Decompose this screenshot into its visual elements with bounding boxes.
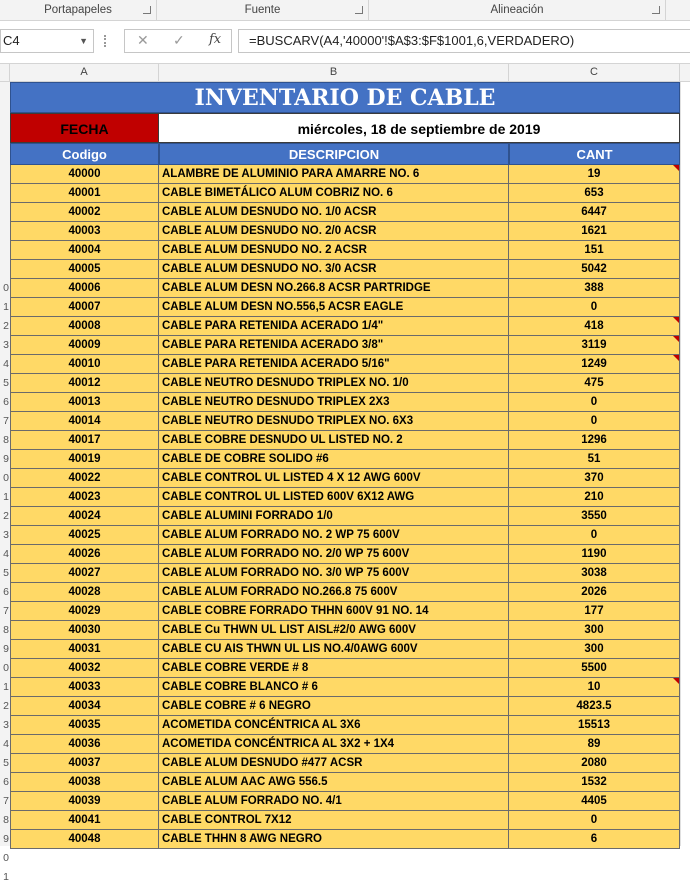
row-number[interactable]: 3 xyxy=(3,719,9,731)
cell-codigo[interactable]: 40017 xyxy=(10,431,159,450)
row-number[interactable]: 1 xyxy=(3,681,9,693)
cell-codigo[interactable]: 40031 xyxy=(10,640,159,659)
table-row xyxy=(10,602,680,621)
table-row xyxy=(10,811,680,830)
row-number[interactable]: 6 xyxy=(3,396,9,408)
cell-cant[interactable]: 6 xyxy=(509,830,680,849)
cell-codigo[interactable]: 40028 xyxy=(10,583,159,602)
cell-cant[interactable]: 653 xyxy=(509,184,680,203)
cell-descripcion[interactable]: CABLE ALUM FORRADO NO. 2 WP 75 600V xyxy=(159,526,509,545)
column-headers xyxy=(0,64,690,82)
cell-codigo[interactable]: 40029 xyxy=(10,602,159,621)
cell-descripcion[interactable]: CABLE PARA RETENIDA ACERADO 1/4" xyxy=(159,317,509,336)
row-number[interactable]: 7 xyxy=(3,605,9,617)
formula-bar xyxy=(0,21,690,64)
cell-descripcion[interactable]: CABLE COBRE BLANCO # 6 xyxy=(159,678,509,697)
cell-codigo[interactable]: 40001 xyxy=(10,184,159,203)
row-number[interactable]: 0 xyxy=(3,852,9,864)
row-number[interactable]: 4 xyxy=(3,548,9,560)
cell-cant[interactable]: 0 xyxy=(509,811,680,830)
dialog-launcher-icon[interactable] xyxy=(355,6,363,14)
enter-icon[interactable]: ✓ xyxy=(173,32,185,48)
row-number[interactable]: 5 xyxy=(3,567,9,579)
cell-descripcion[interactable]: CABLE DE COBRE SOLIDO #6 xyxy=(159,450,509,469)
table-header xyxy=(10,143,680,165)
cell-descripcion[interactable]: CABLE COBRE VERDE # 8 xyxy=(159,659,509,678)
cell-descripcion[interactable]: CABLE ALUM FORRADO NO. 4/1 xyxy=(159,792,509,811)
row-number[interactable]: 5 xyxy=(3,757,9,769)
ribbon-group-label: Alineación xyxy=(490,4,544,16)
cell-cant[interactable]: 2026 xyxy=(509,583,680,602)
cell-codigo[interactable]: 40004 xyxy=(10,241,159,260)
cell-descripcion[interactable]: ALAMBRE DE ALUMINIO PARA AMARRE NO. 6 xyxy=(159,165,509,184)
table-row xyxy=(10,412,680,431)
row-number[interactable] xyxy=(0,143,9,162)
cell-descripcion[interactable]: CABLE COBRE DESNUDO UL LISTED NO. 2 xyxy=(159,431,509,450)
row-number[interactable] xyxy=(0,82,9,101)
dialog-launcher-icon[interactable] xyxy=(652,6,660,14)
ribbon-group-label: Portapapeles xyxy=(44,4,112,16)
cell-cant[interactable]: 1296 xyxy=(509,431,680,450)
cell-cant[interactable]: 3119 xyxy=(509,336,680,355)
name-box[interactable] xyxy=(0,29,94,53)
comment-indicator-icon[interactable] xyxy=(673,317,679,323)
cell-descripcion[interactable]: CABLE COBRE FORRADO THHN 600V 91 NO. 14 xyxy=(159,602,509,621)
cell-cant[interactable]: 210 xyxy=(509,488,680,507)
select-all-corner[interactable] xyxy=(0,64,10,81)
cell-descripcion[interactable]: CABLE ALUMINI FORRADO 1/0 xyxy=(159,507,509,526)
ribbon-group-bar xyxy=(0,0,690,21)
cell-cant[interactable]: 10 xyxy=(509,678,680,697)
row-number[interactable]: 1 xyxy=(3,491,9,503)
cell-descripcion[interactable]: CABLE ALUM DESNUDO NO. 2/0 ACSR xyxy=(159,222,509,241)
cell-codigo[interactable]: 40012 xyxy=(10,374,159,393)
cell-descripcion[interactable]: CABLE BIMETÁLICO ALUM COBRIZ NO. 6 xyxy=(159,184,509,203)
cell-cant[interactable]: 5042 xyxy=(509,260,680,279)
cell-cant[interactable]: 51 xyxy=(509,450,680,469)
cell-codigo[interactable]: 40048 xyxy=(10,830,159,849)
row-number[interactable]: 6 xyxy=(3,776,9,788)
cell-descripcion[interactable]: CABLE NEUTRO DESNUDO TRIPLEX NO. 1/0 xyxy=(159,374,509,393)
cell-codigo[interactable]: 40022 xyxy=(10,469,159,488)
cell-codigo[interactable]: 40019 xyxy=(10,450,159,469)
cell-cant[interactable]: 300 xyxy=(509,640,680,659)
cell-descripcion[interactable]: CABLE ALUM FORRADO NO. 3/0 WP 75 600V xyxy=(159,564,509,583)
sheet-title[interactable]: INVENTARIO DE CABLE xyxy=(10,82,680,113)
cell-descripcion[interactable]: CABLE ALUM FORRADO NO. 2/0 WP 75 600V xyxy=(159,545,509,564)
cell-descripcion[interactable]: ACOMETIDA CONCÉNTRICA AL 3X2 + 1X4 xyxy=(159,735,509,754)
row-number[interactable]: 0 xyxy=(3,662,9,674)
cell-codigo[interactable]: 40007 xyxy=(10,298,159,317)
ribbon-group-clipboard xyxy=(0,0,157,20)
row-number[interactable]: 5 xyxy=(3,377,9,389)
table-row xyxy=(10,830,680,849)
dialog-launcher-icon[interactable] xyxy=(143,6,151,14)
cell-descripcion[interactable]: CABLE CONTROL UL LISTED 4 X 12 AWG 600V xyxy=(159,469,509,488)
cell-descripcion[interactable]: CABLE ALUM FORRADO NO.266.8 75 600V xyxy=(159,583,509,602)
row-number[interactable]: 9 xyxy=(3,453,9,465)
column-header-a[interactable]: A xyxy=(10,64,159,81)
cell-cant[interactable]: 0 xyxy=(509,526,680,545)
table-row xyxy=(10,203,680,222)
cell-descripcion[interactable]: CABLE ALUM DESNUDO NO. 2 ACSR xyxy=(159,241,509,260)
worksheet-grid xyxy=(10,82,690,846)
table-row xyxy=(10,393,680,412)
table-row xyxy=(10,431,680,450)
formula-input[interactable]: =BUSCARV(A4,'40000'!$A$3:$F$1001,6,VERDADERO) xyxy=(238,29,690,53)
row-number[interactable]: 7 xyxy=(3,795,9,807)
cell-codigo[interactable]: 40024 xyxy=(10,507,159,526)
cell-cant[interactable]: 3038 xyxy=(509,564,680,583)
table-row xyxy=(10,773,680,792)
row-number[interactable]: 4 xyxy=(3,358,9,370)
table-row xyxy=(10,526,680,545)
row-number[interactable]: 3 xyxy=(3,339,9,351)
cell-cant[interactable]: 3550 xyxy=(509,507,680,526)
row-number[interactable]: 1 xyxy=(3,871,9,883)
cell-codigo[interactable]: 40003 xyxy=(10,222,159,241)
comment-indicator-icon[interactable] xyxy=(673,165,679,171)
cell-codigo[interactable]: 40009 xyxy=(10,336,159,355)
cell-codigo[interactable]: 40038 xyxy=(10,773,159,792)
cell-codigo[interactable]: 40023 xyxy=(10,488,159,507)
table-row xyxy=(10,222,680,241)
cell-descripcion[interactable]: CABLE ALUM DESNUDO NO. 3/0 ACSR xyxy=(159,260,509,279)
row-number[interactable] xyxy=(0,222,9,241)
cell-descripcion[interactable]: CABLE NEUTRO DESNUDO TRIPLEX NO. 6X3 xyxy=(159,412,509,431)
row-number[interactable]: 8 xyxy=(3,434,9,446)
cell-cant[interactable]: 151 xyxy=(509,241,680,260)
cell-codigo[interactable]: 40039 xyxy=(10,792,159,811)
row-number[interactable]: 8 xyxy=(3,624,9,636)
header-cant[interactable]: CANT xyxy=(509,143,680,165)
cell-cant[interactable]: 4405 xyxy=(509,792,680,811)
cell-cant[interactable]: 418 xyxy=(509,317,680,336)
header-descripcion[interactable]: DESCRIPCION xyxy=(159,143,509,165)
cell-codigo[interactable]: 40026 xyxy=(10,545,159,564)
table-row xyxy=(10,488,680,507)
row-number[interactable]: 1 xyxy=(3,301,9,313)
cell-codigo[interactable]: 40006 xyxy=(10,279,159,298)
cell-codigo[interactable]: 40030 xyxy=(10,621,159,640)
table-row xyxy=(10,374,680,393)
table-row xyxy=(10,792,680,811)
table-row xyxy=(10,754,680,773)
cell-cant[interactable]: 1532 xyxy=(509,773,680,792)
row-number[interactable]: 9 xyxy=(3,833,9,845)
cell-codigo[interactable]: 40035 xyxy=(10,716,159,735)
cell-codigo[interactable]: 40000 xyxy=(10,165,159,184)
row-number[interactable]: 3 xyxy=(3,529,9,541)
row-number[interactable]: 9 xyxy=(3,643,9,655)
row-number[interactable] xyxy=(0,203,9,222)
table-row xyxy=(10,279,680,298)
cell-codigo[interactable]: 40005 xyxy=(10,260,159,279)
table-row xyxy=(10,716,680,735)
formula-bar-resize-handle[interactable] xyxy=(104,35,109,47)
cell-cant[interactable]: 5500 xyxy=(509,659,680,678)
cell-descripcion[interactable]: CABLE Cu THWN UL LIST AISL#2/0 AWG 600V xyxy=(159,621,509,640)
column-header-b[interactable]: B xyxy=(159,64,509,81)
table-row xyxy=(10,184,680,203)
name-box-value: C4 xyxy=(3,33,20,48)
cell-descripcion[interactable]: CABLE COBRE # 6 NEGRO xyxy=(159,697,509,716)
table-row xyxy=(10,260,680,279)
ribbon-group-alignment xyxy=(369,0,666,20)
table-row xyxy=(10,583,680,602)
cell-codigo[interactable]: 40013 xyxy=(10,393,159,412)
cell-codigo[interactable]: 40034 xyxy=(10,697,159,716)
insert-function-icon[interactable]: fx xyxy=(209,32,222,47)
cell-descripcion[interactable]: CABLE PARA RETENIDA ACERADO 5/16" xyxy=(159,355,509,374)
cell-descripcion[interactable]: CABLE ALUM DESN NO.556,5 ACSR EAGLE xyxy=(159,298,509,317)
cell-codigo[interactable]: 40033 xyxy=(10,678,159,697)
cell-codigo[interactable]: 40041 xyxy=(10,811,159,830)
table-row xyxy=(10,735,680,754)
cell-codigo[interactable]: 40010 xyxy=(10,355,159,374)
formula-buttons xyxy=(124,29,232,53)
cell-cant[interactable]: 1249 xyxy=(509,355,680,374)
table-row xyxy=(10,659,680,678)
cell-descripcion[interactable]: CABLE ALUM DESN NO.266.8 ACSR PARTRIDGE xyxy=(159,279,509,298)
table-row xyxy=(10,564,680,583)
cell-cant[interactable]: 388 xyxy=(509,279,680,298)
empty-column-d[interactable] xyxy=(680,82,691,846)
cell-cant[interactable]: 0 xyxy=(509,393,680,412)
cell-cant[interactable]: 6447 xyxy=(509,203,680,222)
row-number[interactable]: 7 xyxy=(3,415,9,427)
cell-cant[interactable]: 300 xyxy=(509,621,680,640)
cell-cant[interactable]: 177 xyxy=(509,602,680,621)
comment-indicator-icon[interactable] xyxy=(673,678,679,684)
row-number[interactable] xyxy=(0,165,9,184)
table-row xyxy=(10,640,680,659)
cell-cant[interactable]: 89 xyxy=(509,735,680,754)
cell-cant[interactable]: 475 xyxy=(509,374,680,393)
comment-indicator-icon[interactable] xyxy=(673,355,679,361)
row-number[interactable]: 0 xyxy=(3,472,9,484)
table-row xyxy=(10,336,680,355)
cancel-icon[interactable]: ✕ xyxy=(137,32,149,48)
cell-descripcion[interactable]: CABLE THHN 8 AWG NEGRO xyxy=(159,830,509,849)
cell-codigo[interactable]: 40014 xyxy=(10,412,159,431)
cell-codigo[interactable]: 40036 xyxy=(10,735,159,754)
cell-codigo[interactable]: 40032 xyxy=(10,659,159,678)
cell-cant[interactable]: 1621 xyxy=(509,222,680,241)
table-row xyxy=(10,241,680,260)
cell-cant[interactable]: 0 xyxy=(509,298,680,317)
cell-codigo[interactable]: 40027 xyxy=(10,564,159,583)
row-number[interactable] xyxy=(0,260,9,279)
table-row xyxy=(10,621,680,640)
cell-descripcion[interactable]: CABLE ALUM DESNUDO #477 ACSR xyxy=(159,754,509,773)
row-number[interactable]: 6 xyxy=(3,586,9,598)
cell-cant[interactable]: 19 xyxy=(509,165,680,184)
cell-descripcion[interactable]: CABLE ALUM DESNUDO NO. 1/0 ACSR xyxy=(159,203,509,222)
cell-cant[interactable]: 4823.5 xyxy=(509,697,680,716)
cell-codigo[interactable]: 40025 xyxy=(10,526,159,545)
cell-descripcion[interactable]: CABLE CONTROL 7X12 xyxy=(159,811,509,830)
table-row xyxy=(10,165,680,184)
cell-cant[interactable]: 1190 xyxy=(509,545,680,564)
table-row xyxy=(10,697,680,716)
cell-cant[interactable]: 0 xyxy=(509,412,680,431)
row-number[interactable]: 2 xyxy=(3,320,9,332)
row-number[interactable]: 2 xyxy=(3,510,9,522)
table-row xyxy=(10,450,680,469)
header-codigo[interactable]: Codigo xyxy=(10,143,159,165)
fecha-value[interactable]: miércoles, 18 de septiembre de 2019 xyxy=(159,113,680,143)
table-row xyxy=(10,298,680,317)
cell-codigo[interactable]: 40037 xyxy=(10,754,159,773)
row-number[interactable]: 0 xyxy=(3,282,9,294)
cell-cant[interactable]: 15513 xyxy=(509,716,680,735)
ribbon-group-label: Fuente xyxy=(244,4,281,16)
row-number[interactable]: 4 xyxy=(3,738,9,750)
table-row xyxy=(10,678,680,697)
cell-cant[interactable]: 2080 xyxy=(509,754,680,773)
table-row xyxy=(10,469,680,488)
cell-codigo[interactable]: 40008 xyxy=(10,317,159,336)
cell-codigo[interactable]: 40002 xyxy=(10,203,159,222)
row-number[interactable]: 2 xyxy=(3,700,9,712)
table-row xyxy=(10,355,680,374)
table-row xyxy=(10,317,680,336)
cell-descripcion[interactable]: CABLE PARA RETENIDA ACERADO 3/8" xyxy=(159,336,509,355)
comment-indicator-icon[interactable] xyxy=(673,336,679,342)
row-number[interactable] xyxy=(0,113,9,132)
cell-descripcion[interactable]: ACOMETIDA CONCÉNTRICA AL 3X6 xyxy=(159,716,509,735)
cell-descripcion[interactable]: CABLE CONTROL UL LISTED 600V 6X12 AWG xyxy=(159,488,509,507)
ribbon-group-font xyxy=(157,0,369,20)
row-number[interactable] xyxy=(0,241,9,260)
chevron-down-icon[interactable]: ▼ xyxy=(79,36,88,46)
column-header-c[interactable]: C xyxy=(509,64,680,81)
row-number[interactable]: 8 xyxy=(3,814,9,826)
row-number[interactable] xyxy=(0,184,9,203)
cell-descripcion[interactable]: CABLE NEUTRO DESNUDO TRIPLEX 2X3 xyxy=(159,393,509,412)
cell-descripcion[interactable]: CABLE ALUM AAC AWG 556.5 xyxy=(159,773,509,792)
date-row xyxy=(10,113,680,143)
cell-descripcion[interactable]: CABLE CU AIS THWN UL LIS NO.4/0AWG 600V xyxy=(159,640,509,659)
fecha-label[interactable]: FECHA xyxy=(10,113,159,143)
cell-cant[interactable]: 370 xyxy=(509,469,680,488)
table-row xyxy=(10,507,680,526)
table-row xyxy=(10,545,680,564)
